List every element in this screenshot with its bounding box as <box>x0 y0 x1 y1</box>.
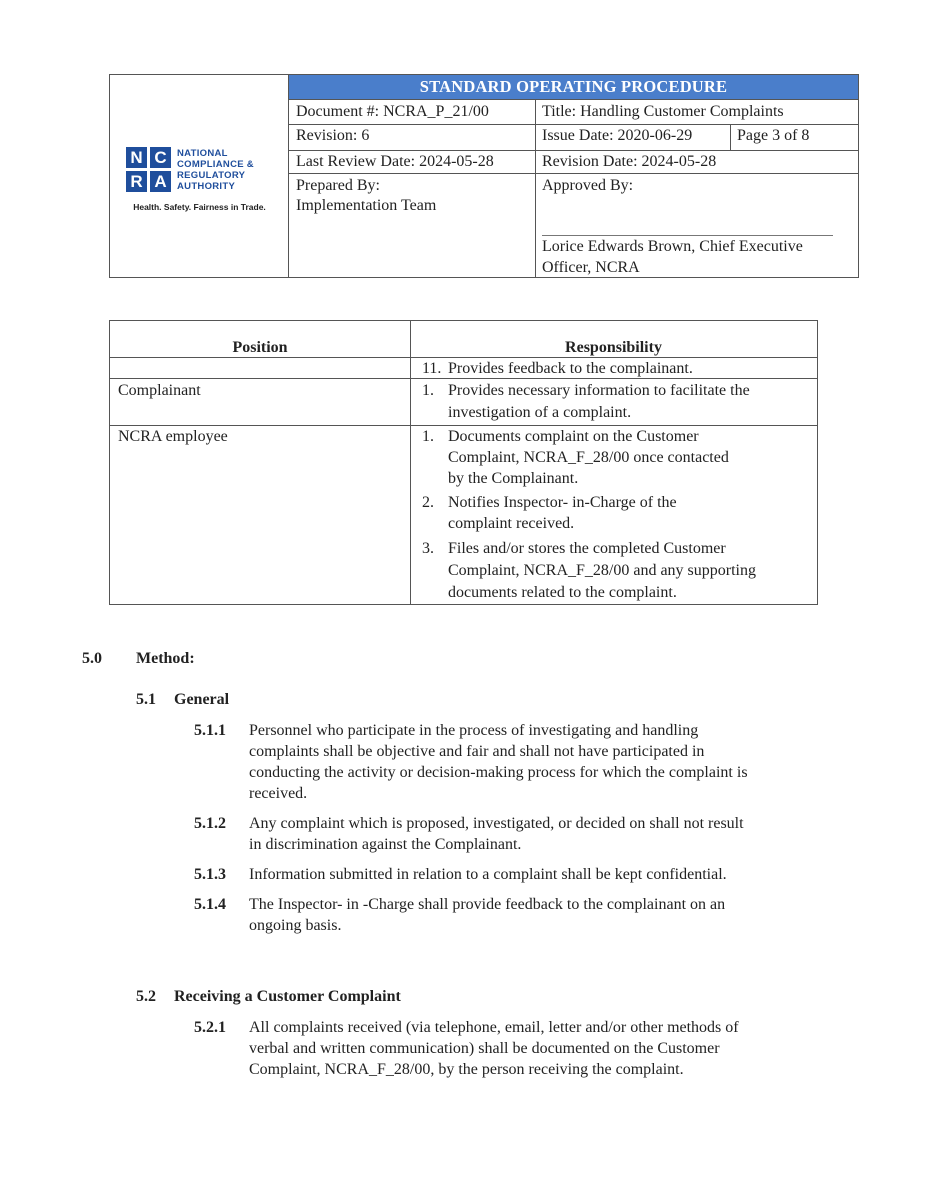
position-complainant: Complainant <box>118 382 201 399</box>
logo-line-3: REGULATORY <box>177 170 246 181</box>
clause-number: 5.1.2 <box>194 815 226 832</box>
list-number: 2. <box>422 494 434 511</box>
list-item: Provides feedback to the complainant. <box>448 360 693 377</box>
revision-date: Revision Date: 2024-05-28 <box>542 153 717 170</box>
document-title: Title: Handling Customer Complaints <box>542 103 784 120</box>
logo-tagline: Health. Safety. Fairness in Trade. <box>133 202 266 212</box>
logo-line-1: NATIONAL <box>177 148 228 159</box>
prepared-by-label: Prepared By: <box>296 177 380 194</box>
prepared-by: Implementation Team <box>296 197 437 214</box>
list-item: documents related to the complaint. <box>448 584 677 601</box>
section-title: Method: <box>136 650 195 667</box>
logo-line-2: COMPLIANCE & <box>177 159 254 170</box>
clause-text: Information submitted in relation to a complaint shall be kept confidential. <box>249 866 727 883</box>
signature-line <box>542 235 833 236</box>
sop-banner: STANDARD OPERATING PROCEDURE <box>289 75 858 99</box>
list-item: investigation of a complaint. <box>448 404 632 421</box>
issue-date: Issue Date: 2020-06-29 <box>542 127 693 144</box>
subsection-number: 5.1 <box>136 691 156 708</box>
logo-letter-c: C <box>150 147 171 168</box>
list-number: 1. <box>422 428 434 445</box>
clause-text: verbal and written communication) shall be documented on the Customer <box>249 1040 720 1057</box>
revision: Revision: 6 <box>296 127 370 144</box>
clause-text: Personnel who participate in the process of investigating and handling <box>249 722 699 739</box>
list-item: complaint received. <box>448 515 575 532</box>
divider <box>289 150 858 151</box>
subsection-title: Receiving a Customer Complaint <box>174 988 401 1005</box>
clause-number: 5.1.3 <box>194 866 226 883</box>
approver-title: Officer, NCRA <box>542 259 640 276</box>
clause-text: The Inspector- in -Charge shall provide feedback to the complainant on an <box>249 896 726 913</box>
last-review-date: Last Review Date: 2024-05-28 <box>296 153 494 170</box>
logo-letter-n: N <box>126 147 147 168</box>
clause-text: Complaint, NCRA_F_28/00, by the person receiving the complaint. <box>249 1061 684 1078</box>
approver-name: Lorice Edwards Brown, Chief Executive <box>542 238 803 255</box>
list-number: 11. <box>422 360 442 377</box>
divider <box>289 173 858 174</box>
clause-text: in discrimination against the Complainant. <box>249 836 522 853</box>
logo-line-4: AUTHORITY <box>177 181 236 192</box>
page-number: Page 3 of 8 <box>737 127 810 144</box>
subsection-number: 5.2 <box>136 988 156 1005</box>
list-item: Documents complaint on the Customer <box>448 428 699 445</box>
col-header-position: Position <box>232 339 288 356</box>
clause-text: received. <box>249 785 308 802</box>
approved-by-label: Approved By: <box>542 177 634 194</box>
list-item: Provides necessary information to facilitate the <box>448 382 750 399</box>
list-number: 1. <box>422 382 434 399</box>
clause-text: conducting the activity or decision-making process for which the complaint is <box>249 764 748 781</box>
list-item: Complaint, NCRA_F_28/00 and any supporting <box>448 562 756 579</box>
logo-wordmark <box>177 148 254 192</box>
divider <box>289 99 858 100</box>
clause-text: complaints shall be objective and fair and shall not have participated in <box>249 743 705 760</box>
col-header-responsibility: Responsibility <box>565 339 662 356</box>
column-divider <box>410 321 411 604</box>
document-number: Document #: NCRA_P_21/00 <box>296 103 489 120</box>
list-number: 3. <box>422 540 434 557</box>
divider <box>289 124 858 125</box>
logo-cell <box>110 75 289 277</box>
list-item: Files and/or stores the completed Customer <box>448 540 726 557</box>
clause-number: 5.1.4 <box>194 896 226 913</box>
list-item: Notifies Inspector- in-Charge of the <box>448 494 677 511</box>
subsection-title: General <box>174 691 230 708</box>
clause-number: 5.2.1 <box>194 1019 226 1036</box>
logo-letter-r: R <box>126 171 147 192</box>
clause-text: ongoing basis. <box>249 917 342 934</box>
list-item: by the Complainant. <box>448 470 579 487</box>
ncra-logo <box>126 147 172 193</box>
responsibility-table <box>109 320 818 605</box>
clause-text: All complaints received (via telephone, email, letter and/or other methods of <box>249 1019 739 1036</box>
position-ncra-employee: NCRA employee <box>118 428 228 445</box>
list-item: Complaint, NCRA_F_28/00 once contacted <box>448 449 729 466</box>
section-number: 5.0 <box>82 650 102 667</box>
sop-header-table <box>109 74 859 278</box>
clause-text: Any complaint which is proposed, investigated, or decided on shall not result <box>249 815 744 832</box>
clause-number: 5.1.1 <box>194 722 226 739</box>
logo-letter-a: A <box>150 171 171 192</box>
